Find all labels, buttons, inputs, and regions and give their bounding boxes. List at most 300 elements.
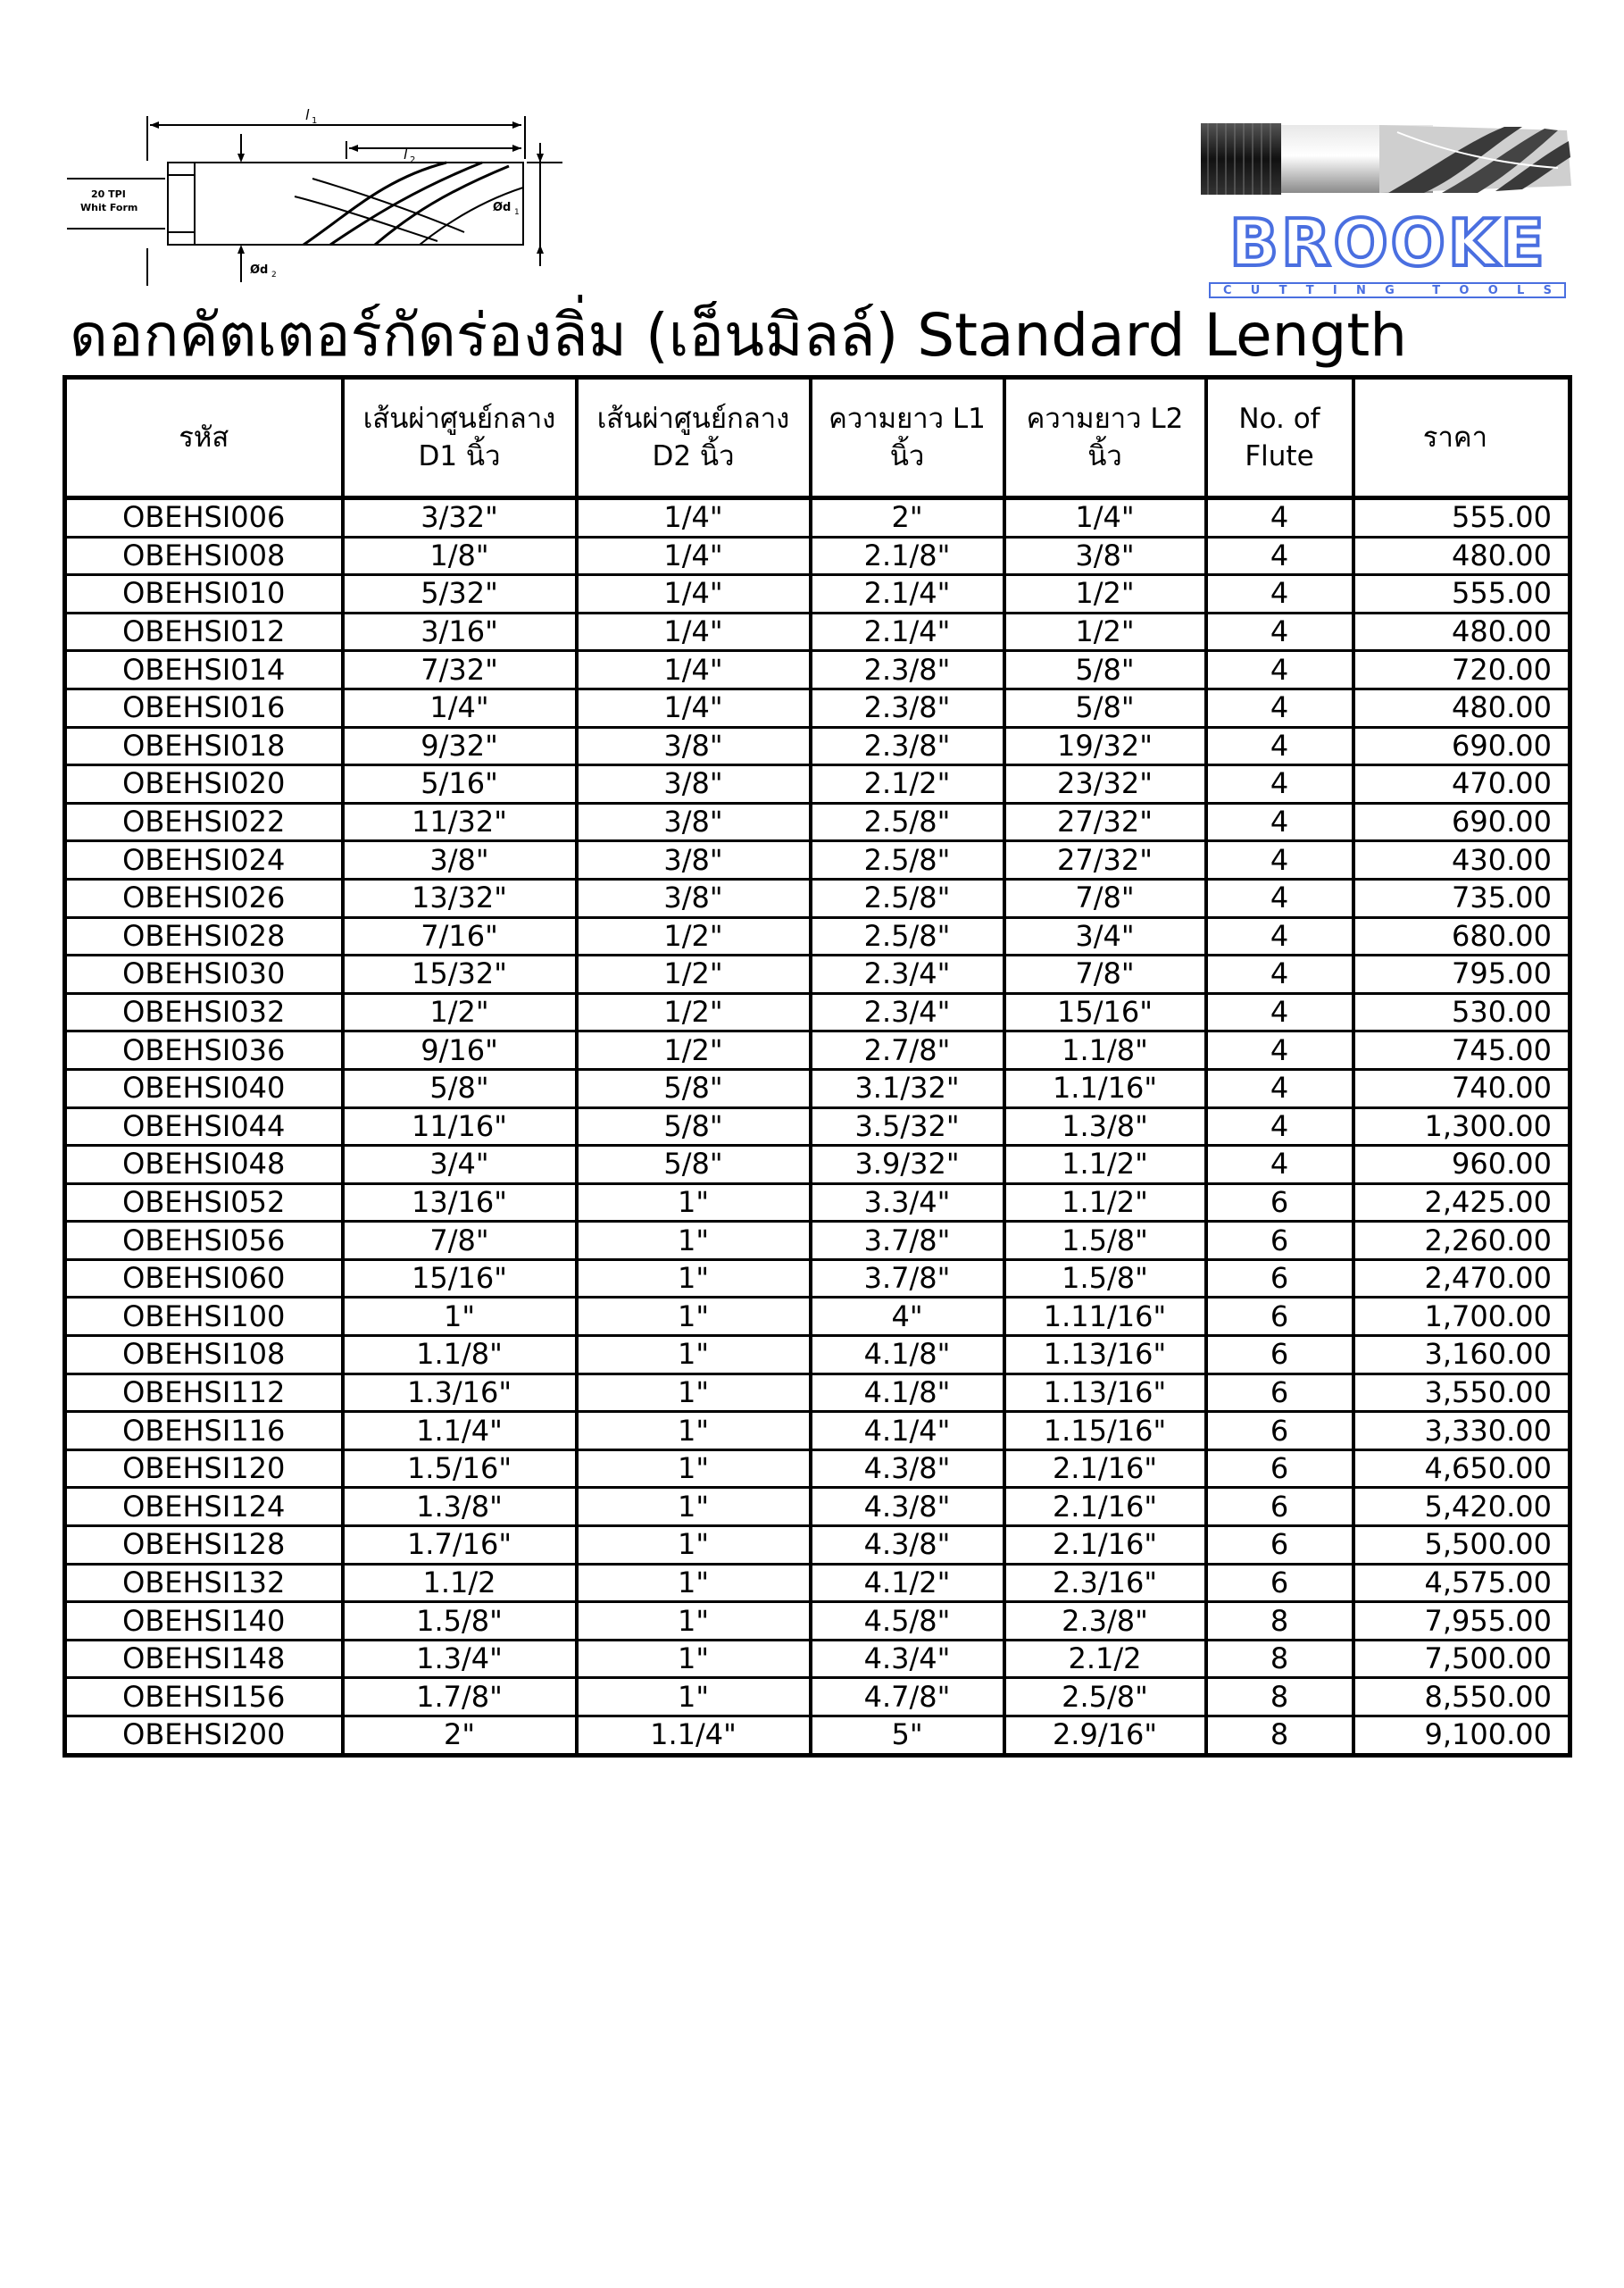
cell-d2: 1" [577,1640,811,1678]
table-row [65,765,1570,804]
cell-d1: 7/32" [343,651,577,689]
cell-price: 430.00 [1353,841,1570,880]
cell-code: OBEHSI132 [65,1564,343,1602]
cell-price: 9,100.00 [1353,1716,1570,1756]
dimension-l2-subscript: 2 [410,155,416,165]
cell-flutes: 6 [1206,1526,1353,1565]
table-row [65,803,1570,841]
cell-price: 480.00 [1353,613,1570,651]
dimension-d2-label: Ød [250,263,269,277]
table-row [65,1412,1570,1450]
header-line: นิ้ว [889,440,925,472]
table-row [65,727,1570,765]
cell-l2: 3/8" [1004,537,1206,575]
header-line: Flute [1245,440,1314,472]
cell-d1: 11/16" [343,1107,577,1146]
table-row [65,1374,1570,1412]
cell-d1: 9/32" [343,727,577,765]
cell-l2: 23/32" [1004,765,1206,804]
cell-price: 530.00 [1353,993,1570,1031]
cell-d1: 3/16" [343,613,577,651]
cell-d1: 1.3/8" [343,1488,577,1526]
table-row [65,498,1570,538]
cell-l1: 3.7/8" [811,1222,1004,1260]
cell-d1: 11/32" [343,803,577,841]
cell-l2: 7/8" [1004,879,1206,917]
cell-price: 745.00 [1353,1031,1570,1070]
table-row [65,1183,1570,1222]
brand-tagline-letter: S [1543,283,1552,297]
cell-code: OBEHSI022 [65,803,343,841]
cell-code: OBEHSI026 [65,879,343,917]
cell-price: 2,260.00 [1353,1222,1570,1260]
brand-tagline-letter: N [1355,283,1366,297]
cell-price: 8,550.00 [1353,1678,1570,1716]
cell-l1: 2.5/8" [811,879,1004,917]
thread-label-form: Whit Form [80,202,138,213]
cell-d1: 7/16" [343,917,577,956]
cell-d1: 13/32" [343,879,577,917]
cell-code: OBEHSI108 [65,1336,343,1374]
brand-tagline-letter: T [1305,283,1314,297]
dimension-d1-label: Ød [493,201,512,214]
cell-flutes: 4 [1206,993,1353,1031]
cell-d2: 1" [577,1602,811,1641]
cell-l1: 4.1/8" [811,1336,1004,1374]
table-row [65,1259,1570,1298]
cell-price: 2,425.00 [1353,1183,1570,1222]
cell-l2: 2.3/16" [1004,1564,1206,1602]
thread-label-tpi: 20 TPI [91,188,126,200]
header-line: D2 นิ้ว [652,440,735,472]
cell-d1: 7/8" [343,1222,577,1260]
table-row [65,689,1570,727]
cell-code: OBEHSI100 [65,1298,343,1336]
cell-flutes: 4 [1206,1146,1353,1184]
cell-l2: 1/2" [1004,613,1206,651]
cell-l1: 4.3/8" [811,1449,1004,1488]
table-row [65,1336,1570,1374]
cell-d2: 1" [577,1183,811,1222]
cell-flutes: 4 [1206,917,1353,956]
table-row [65,1640,1570,1678]
cell-code: OBEHSI048 [65,1146,343,1184]
cell-d1: 13/16" [343,1183,577,1222]
cell-flutes: 8 [1206,1602,1353,1641]
cell-l2: 1.5/8" [1004,1259,1206,1298]
cell-code: OBEHSI044 [65,1107,343,1146]
cell-flutes: 4 [1206,537,1353,575]
table-row [65,879,1570,917]
cell-code: OBEHSI124 [65,1488,343,1526]
table-row [65,993,1570,1031]
brand-tagline-letter: T [1432,283,1441,297]
cell-l1: 4.3/8" [811,1488,1004,1526]
cell-d2: 1/4" [577,575,811,614]
cell-price: 3,550.00 [1353,1374,1570,1412]
table-row [65,575,1570,614]
table-row [65,1602,1570,1641]
cell-d1: 3/4" [343,1146,577,1184]
cell-d1: 1.1/8" [343,1336,577,1374]
cell-d1: 1.3/4" [343,1640,577,1678]
cell-d2: 3/8" [577,841,811,880]
cell-code: OBEHSI020 [65,765,343,804]
table-row [65,651,1570,689]
cell-code: OBEHSI024 [65,841,343,880]
cell-l2: 1.15/16" [1004,1412,1206,1450]
cell-l2: 19/32" [1004,727,1206,765]
header-line: เส้นผ่าศูนย์กลาง [362,403,556,435]
cell-l2: 3/4" [1004,917,1206,956]
cell-price: 3,330.00 [1353,1412,1570,1450]
cell-price: 1,300.00 [1353,1107,1570,1146]
cell-d1: 3/8" [343,841,577,880]
cell-price: 4,650.00 [1353,1449,1570,1488]
table-row [65,1488,1570,1526]
cell-flutes: 4 [1206,575,1353,614]
cell-code: OBEHSI010 [65,575,343,614]
cell-code: OBEHSI060 [65,1259,343,1298]
cell-l2: 2.1/16" [1004,1449,1206,1488]
cell-code: OBEHSI028 [65,917,343,956]
cell-flutes: 4 [1206,651,1353,689]
cell-d2: 1/4" [577,651,811,689]
cell-price: 1,700.00 [1353,1298,1570,1336]
cell-flutes: 8 [1206,1640,1353,1678]
cell-d1: 1.1/4" [343,1412,577,1450]
header-l1 [811,378,1004,498]
cell-code: OBEHSI116 [65,1412,343,1450]
cell-d2: 1" [577,1374,811,1412]
brand-tagline-letter: C [1223,283,1232,297]
cell-l1: 5" [811,1716,1004,1756]
cell-flutes: 6 [1206,1564,1353,1602]
cell-code: OBEHSI140 [65,1602,343,1641]
cell-l1: 4.3/8" [811,1526,1004,1565]
cell-code: OBEHSI112 [65,1374,343,1412]
brand-tagline-letter: O [1459,283,1470,297]
dimension-l1-subscript: 1 [312,116,318,126]
cell-price: 795.00 [1353,956,1570,994]
cell-l2: 5/8" [1004,651,1206,689]
cell-flutes: 6 [1206,1412,1353,1450]
cell-price: 735.00 [1353,879,1570,917]
cell-price: 7,955.00 [1353,1602,1570,1641]
cell-l2: 2.9/16" [1004,1716,1206,1756]
cell-code: OBEHSI200 [65,1716,343,1756]
header-d2 [577,378,811,498]
page-title: ดอกคัตเตอร์กัดร่องลิ่ม (เอ็นมิลล์) Standard Length [70,301,1408,370]
cell-l2: 7/8" [1004,956,1206,994]
cell-d2: 5/8" [577,1069,811,1107]
cell-l2: 27/32" [1004,803,1206,841]
cell-d2: 1/2" [577,1031,811,1070]
cell-flutes: 6 [1206,1259,1353,1298]
header-line: เส้นผ่าศูนย์กลาง [596,403,790,435]
cell-flutes: 4 [1206,879,1353,917]
cell-code: OBEHSI056 [65,1222,343,1260]
cell-l2: 2.1/16" [1004,1488,1206,1526]
cell-l1: 2.7/8" [811,1031,1004,1070]
header-d1 [343,378,577,498]
cell-flutes: 4 [1206,803,1353,841]
brand-tagline-letter: U [1250,283,1261,297]
header-line: D1 นิ้ว [418,440,501,472]
cell-d2: 1" [577,1412,811,1450]
brand-name: BROOKE [1229,205,1547,280]
cell-l2: 1.11/16" [1004,1298,1206,1336]
cell-l2: 2.3/8" [1004,1602,1206,1641]
cell-l1: 4.1/8" [811,1374,1004,1412]
cell-l1: 2.5/8" [811,803,1004,841]
cell-l2: 2.1/2 [1004,1640,1206,1678]
cell-flutes: 6 [1206,1488,1353,1526]
dimension-d2-subscript: 2 [271,271,277,280]
cell-l2: 2.5/8" [1004,1678,1206,1716]
brand-tagline-letter: L [1517,283,1525,297]
cell-flutes: 4 [1206,689,1353,727]
brand-tagline-letter: T [1278,283,1287,297]
cell-d1: 1/4" [343,689,577,727]
cell-l1: 4.7/8" [811,1678,1004,1716]
cell-l2: 1.13/16" [1004,1374,1206,1412]
header-line: ราคา [1422,422,1487,454]
cell-flutes: 4 [1206,498,1353,538]
cell-flutes: 4 [1206,1107,1353,1146]
cell-l2: 2.1/16" [1004,1526,1206,1565]
cell-flutes: 4 [1206,727,1353,765]
cell-d2: 1" [577,1488,811,1526]
cell-d1: 1.3/16" [343,1374,577,1412]
cell-d2: 3/8" [577,727,811,765]
cell-d2: 5/8" [577,1107,811,1146]
cell-l1: 2.3/4" [811,956,1004,994]
cell-d1: 1.7/16" [343,1526,577,1565]
cell-l1: 2.3/8" [811,651,1004,689]
cell-d2: 1" [577,1526,811,1565]
header-line: ความยาว L2 [1026,403,1184,435]
cell-d2: 1/4" [577,613,811,651]
header-line: ความยาว L1 [829,403,986,435]
cell-flutes: 4 [1206,841,1353,880]
cell-d2: 1/2" [577,917,811,956]
cell-l2: 1.1/16" [1004,1069,1206,1107]
brand-tagline-letter: G [1385,283,1395,297]
cell-flutes: 6 [1206,1222,1353,1260]
header-flutes [1206,378,1353,498]
cell-price: 480.00 [1353,537,1570,575]
cell-flutes: 4 [1206,613,1353,651]
table-row [65,1298,1570,1336]
cell-l1: 2.5/8" [811,841,1004,880]
cell-code: OBEHSI014 [65,651,343,689]
cell-d1: 2" [343,1716,577,1756]
cell-d2: 3/8" [577,879,811,917]
cell-l1: 2.1/2" [811,765,1004,804]
cell-l2: 1.5/8" [1004,1222,1206,1260]
cell-d2: 1" [577,1449,811,1488]
cell-price: 740.00 [1353,1069,1570,1107]
cell-d2: 3/8" [577,803,811,841]
cell-price: 690.00 [1353,803,1570,841]
brand-tagline-letter: O [1487,283,1498,297]
cell-d1: 1/8" [343,537,577,575]
cell-d2: 1" [577,1298,811,1336]
cell-flutes: 6 [1206,1449,1353,1488]
table-row [65,956,1570,994]
cell-price: 680.00 [1353,917,1570,956]
cell-flutes: 4 [1206,1031,1353,1070]
cell-l1: 3.9/32" [811,1146,1004,1184]
cell-d2: 1.1/4" [577,1716,811,1756]
cell-l2: 1.1/2" [1004,1183,1206,1222]
cell-l1: 3.1/32" [811,1069,1004,1107]
end-mill-product-photo [1201,114,1576,204]
cell-l1: 2" [811,498,1004,538]
cell-l1: 2.3/8" [811,727,1004,765]
cell-d2: 1" [577,1336,811,1374]
cell-l1: 4" [811,1298,1004,1336]
cell-flutes: 8 [1206,1678,1353,1716]
cell-code: OBEHSI008 [65,537,343,575]
cell-code: OBEHSI016 [65,689,343,727]
cell-d1: 5/8" [343,1069,577,1107]
table-row [65,1107,1570,1146]
end-mill-dimension-drawing [62,107,562,295]
cell-code: OBEHSI032 [65,993,343,1031]
cell-l1: 3.7/8" [811,1259,1004,1298]
cell-l2: 1/2" [1004,575,1206,614]
cell-flutes: 4 [1206,956,1353,994]
price-table [62,375,1572,1758]
cell-price: 960.00 [1353,1146,1570,1184]
cell-flutes: 4 [1206,765,1353,804]
cell-d2: 1/4" [577,498,811,538]
cell-price: 690.00 [1353,727,1570,765]
table-row [65,1678,1570,1716]
cell-price: 4,575.00 [1353,1564,1570,1602]
cell-d2: 5/8" [577,1146,811,1184]
brooke-logo [1205,205,1571,304]
cell-price: 470.00 [1353,765,1570,804]
table-row [65,1146,1570,1184]
cell-d2: 1/4" [577,689,811,727]
cell-price: 5,500.00 [1353,1526,1570,1565]
table-row [65,1526,1570,1565]
cell-l1: 2.1/4" [811,575,1004,614]
cell-code: OBEHSI018 [65,727,343,765]
cell-d1: 5/32" [343,575,577,614]
cell-code: OBEHSI012 [65,613,343,651]
table-header-row [65,378,1570,498]
cell-l2: 1.3/8" [1004,1107,1206,1146]
cell-l1: 4.1/4" [811,1412,1004,1450]
cell-d1: 1.5/8" [343,1602,577,1641]
cell-code: OBEHSI156 [65,1678,343,1716]
cell-price: 5,420.00 [1353,1488,1570,1526]
cell-code: OBEHSI040 [65,1069,343,1107]
cell-d2: 3/8" [577,765,811,804]
header-line: นิ้ว [1087,440,1122,472]
cell-d2: 1/4" [577,537,811,575]
header-l2 [1004,378,1206,498]
brand-tagline [1209,282,1566,298]
cell-l1: 4.3/4" [811,1640,1004,1678]
header-code [65,378,343,498]
cell-flutes: 4 [1206,1069,1353,1107]
cell-d1: 1/2" [343,993,577,1031]
dimension-d1-subscript: 1 [514,208,520,217]
cell-flutes: 6 [1206,1336,1353,1374]
cell-d1: 1.5/16" [343,1449,577,1488]
cell-flutes: 6 [1206,1298,1353,1336]
cell-l2: 1.1/8" [1004,1031,1206,1070]
cell-l2: 1.1/2" [1004,1146,1206,1184]
cell-l2: 5/8" [1004,689,1206,727]
table-row [65,1222,1570,1260]
cell-l1: 2.5/8" [811,917,1004,956]
cell-price: 555.00 [1353,498,1570,538]
cell-code: OBEHSI006 [65,498,343,538]
cell-flutes: 8 [1206,1716,1353,1756]
cell-d2: 1" [577,1564,811,1602]
dimension-l1-label: l [305,107,310,123]
cell-code: OBEHSI120 [65,1449,343,1488]
header-price [1353,378,1570,498]
cell-l1: 2.3/8" [811,689,1004,727]
cell-l2: 1/4" [1004,498,1206,538]
table-row [65,1449,1570,1488]
cell-l1: 2.1/8" [811,537,1004,575]
cell-d2: 1" [577,1259,811,1298]
header-line: No. of [1238,403,1320,435]
cell-price: 7,500.00 [1353,1640,1570,1678]
cell-d2: 1/2" [577,956,811,994]
cell-l1: 2.3/4" [811,993,1004,1031]
brand-tagline-letter: I [1332,283,1337,297]
cell-d1: 9/16" [343,1031,577,1070]
cell-flutes: 6 [1206,1374,1353,1412]
table-row [65,1031,1570,1070]
table-row [65,917,1570,956]
cell-d2: 1/2" [577,993,811,1031]
cell-d1: 3/32" [343,498,577,538]
table-row [65,841,1570,880]
cell-l1: 4.1/2" [811,1564,1004,1602]
cell-price: 555.00 [1353,575,1570,614]
cell-price: 480.00 [1353,689,1570,727]
cell-d1: 15/32" [343,956,577,994]
table-row [65,1716,1570,1756]
cell-l2: 1.13/16" [1004,1336,1206,1374]
table-body [65,498,1570,1756]
cell-price: 2,470.00 [1353,1259,1570,1298]
cell-d2: 1" [577,1222,811,1260]
table-row [65,1564,1570,1602]
cell-code: OBEHSI128 [65,1526,343,1565]
cell-code: OBEHSI036 [65,1031,343,1070]
cell-l1: 4.5/8" [811,1602,1004,1641]
cell-d1: 5/16" [343,765,577,804]
cell-price: 720.00 [1353,651,1570,689]
cell-code: OBEHSI148 [65,1640,343,1678]
cell-code: OBEHSI030 [65,956,343,994]
cell-l1: 3.3/4" [811,1183,1004,1222]
cell-d1: 1.1/2 [343,1564,577,1602]
cell-flutes: 6 [1206,1183,1353,1222]
cell-l1: 3.5/32" [811,1107,1004,1146]
